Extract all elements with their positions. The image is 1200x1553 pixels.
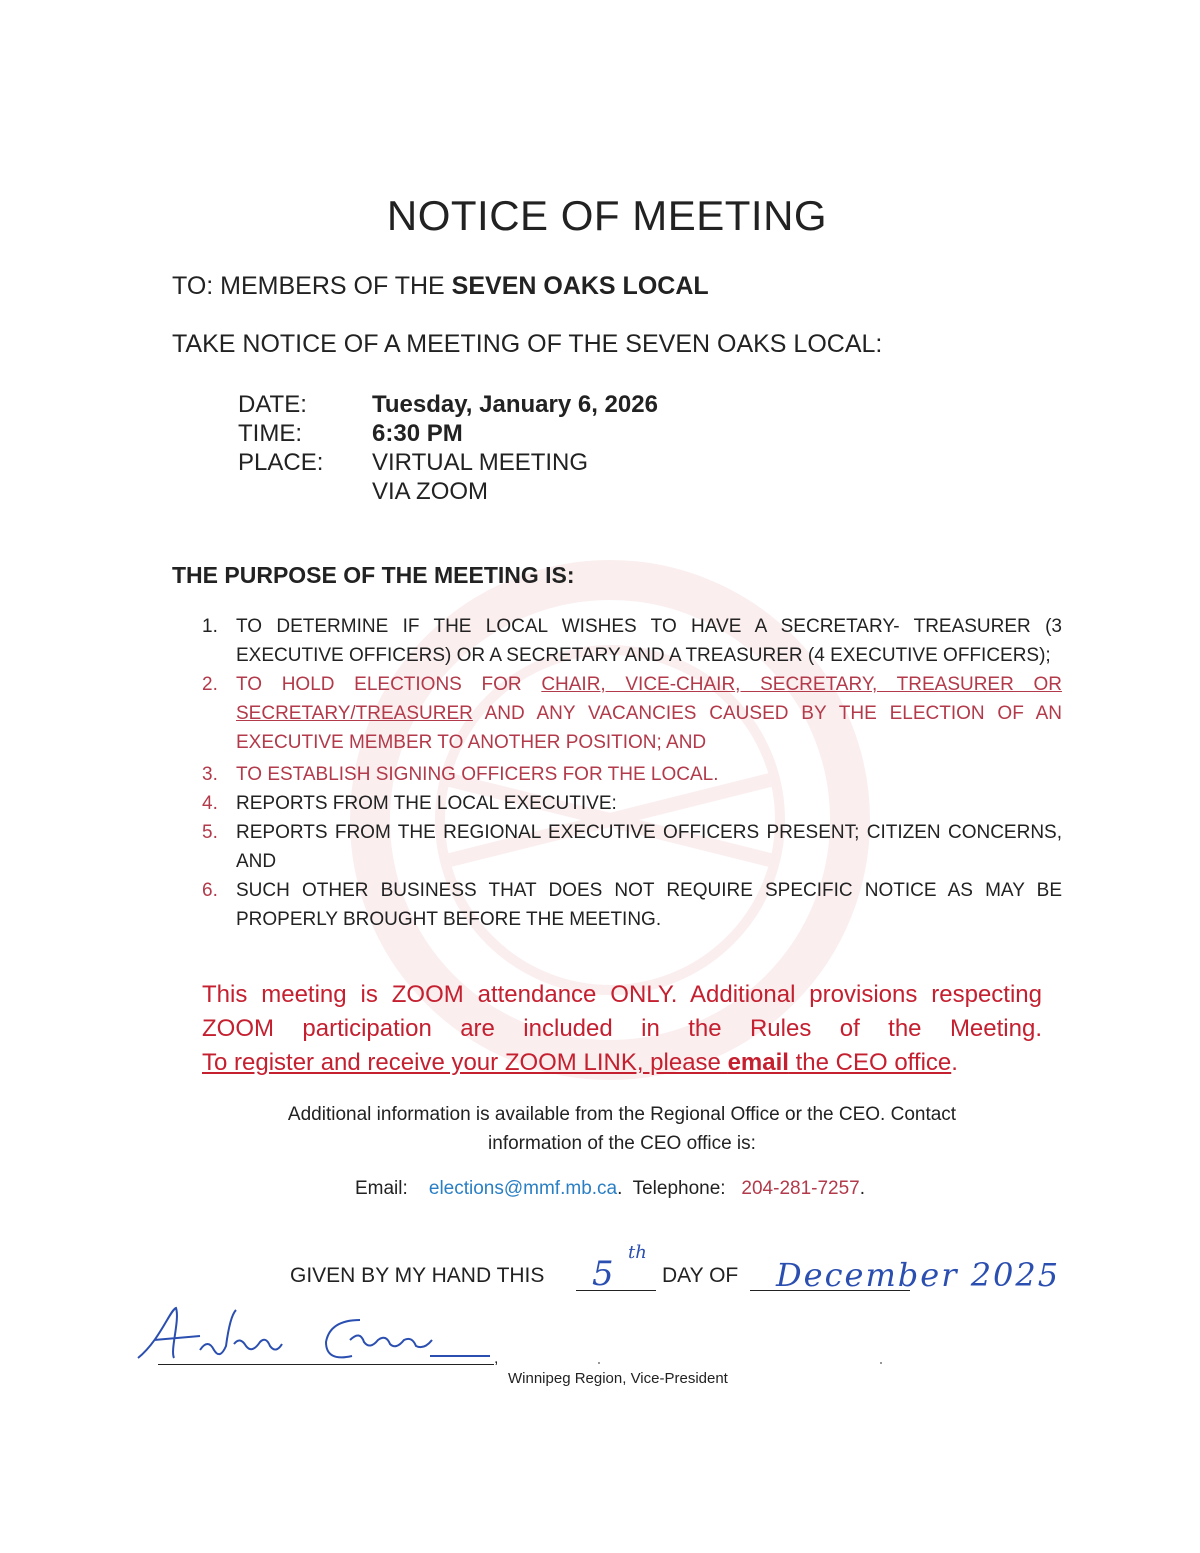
phone-label: Telephone: <box>632 1178 726 1199</box>
handwritten-day-suffix: th <box>628 1242 647 1263</box>
info-line2: information of the CEO office is: <box>488 1133 756 1154</box>
addressee-local: SEVEN OAKS LOCAL <box>451 272 709 300</box>
item-text-pre: TO HOLD ELECTIONS FOR <box>236 674 542 695</box>
contact-line <box>0 1178 1200 1200</box>
zoom-notice <box>202 978 1042 1080</box>
signer-role: Winnipeg Region, Vice-President <box>508 1370 728 1387</box>
item-number: 1. <box>202 616 218 637</box>
given-line-middle: DAY OF <box>662 1264 739 1287</box>
list-item <box>202 876 1062 934</box>
list-item <box>202 670 1062 757</box>
additional-info <box>0 1100 1200 1158</box>
item-text: REPORTS FROM THE LOCAL EXECUTIVE: <box>236 793 617 814</box>
email-link[interactable]: elections@mmf.mb.ca <box>428 1178 618 1199</box>
scan-speck <box>598 1362 600 1364</box>
item-text: TO DETERMINE IF THE LOCAL WISHES TO HAVE A SECRETARY- TREASURER (3 EXECUTIVE OFFICERS) OR A SECRETARY AND A TREASURER (4 EXECUTIVE OFFICERS); <box>236 616 1062 666</box>
given-line-prefix: GIVEN BY MY HAND THIS <box>290 1264 545 1287</box>
purpose-list <box>202 612 1062 934</box>
handwritten-month-year: December 2025 <box>776 1256 1061 1294</box>
item-text: SUCH OTHER BUSINESS THAT DOES NOT REQUIRE SPECIFIC NOTICE AS MAY BE PROPERLY BROUGHT BEFORE THE MEETING. <box>236 880 1062 930</box>
item-number: 4. <box>202 793 218 814</box>
handwritten-day: 5 <box>592 1254 614 1294</box>
purpose-heading: THE PURPOSE OF THE MEETING IS: <box>172 562 575 588</box>
item-text: REPORTS FROM THE REGIONAL EXECUTIVE OFFICERS PRESENT; CITIZEN CONCERNS, AND <box>236 822 1062 872</box>
signature-comma: , <box>494 1350 499 1367</box>
info-line1: Additional information is available from the Regional Office or the CEO. Contact <box>287 1104 957 1125</box>
scan-speck <box>880 1362 882 1364</box>
phone-number[interactable]: 204-281-7257 <box>741 1178 860 1199</box>
item-text-underlined: CHAIR, VICE-CHAIR, SECRETARY, TREASURER OR SECRETARY/TREASURER <box>236 674 1062 724</box>
list-item <box>202 612 1062 670</box>
notice-line: TAKE NOTICE OF A MEETING OF THE SEVEN OAKS LOCAL: <box>172 330 883 358</box>
item-number: 6. <box>202 880 218 901</box>
contact-end: . <box>859 1178 866 1199</box>
time-label: TIME: <box>238 420 302 447</box>
zoom-register-post: the CEO office <box>788 1049 952 1076</box>
list-item <box>202 789 1062 818</box>
zoom-register-period: . <box>951 1049 958 1076</box>
item-number: 3. <box>202 764 218 785</box>
time-value: 6:30 PM <box>372 420 463 447</box>
signature-image <box>130 1300 510 1370</box>
item-number: 5. <box>202 822 218 843</box>
place-value-line2: VIA ZOOM <box>372 478 489 505</box>
addressee-line <box>172 272 709 301</box>
email-label: Email: <box>354 1178 408 1199</box>
zoom-register-line[interactable] <box>202 1046 1042 1080</box>
page-title: NOTICE OF MEETING <box>386 192 828 239</box>
zoom-register-email: email <box>727 1049 789 1076</box>
signature-line <box>158 1364 494 1365</box>
item-text: TO ESTABLISH SIGNING OFFICERS FOR THE LOCAL. <box>236 764 719 785</box>
place-value-line1: VIRTUAL MEETING <box>372 449 589 476</box>
zoom-register-pre: To register and receive your ZOOM LINK, please <box>202 1049 728 1076</box>
zoom-notice-line2: respecting ZOOM participation are included in the Rules of the Meeting. <box>202 981 1042 1042</box>
item-text-post: AND ANY VACANCIES CAUSED BY THE ELECTION OF AN EXECUTIVE MEMBER TO ANOTHER POSITION; AND <box>236 703 1062 753</box>
list-item <box>202 818 1062 876</box>
place-label: PLACE: <box>238 449 324 476</box>
day-blank <box>576 1290 656 1291</box>
list-item <box>202 760 1062 789</box>
date-value: Tuesday, January 6, 2026 <box>372 391 658 418</box>
item-number: 2. <box>202 674 218 695</box>
addressee-prefix: TO: MEMBERS OF THE <box>172 272 445 300</box>
zoom-notice-line1: This meeting is ZOOM attendance ONLY. Additional provisions <box>202 981 918 1008</box>
contact-separator: . <box>617 1178 623 1199</box>
date-label: DATE: <box>238 391 307 418</box>
